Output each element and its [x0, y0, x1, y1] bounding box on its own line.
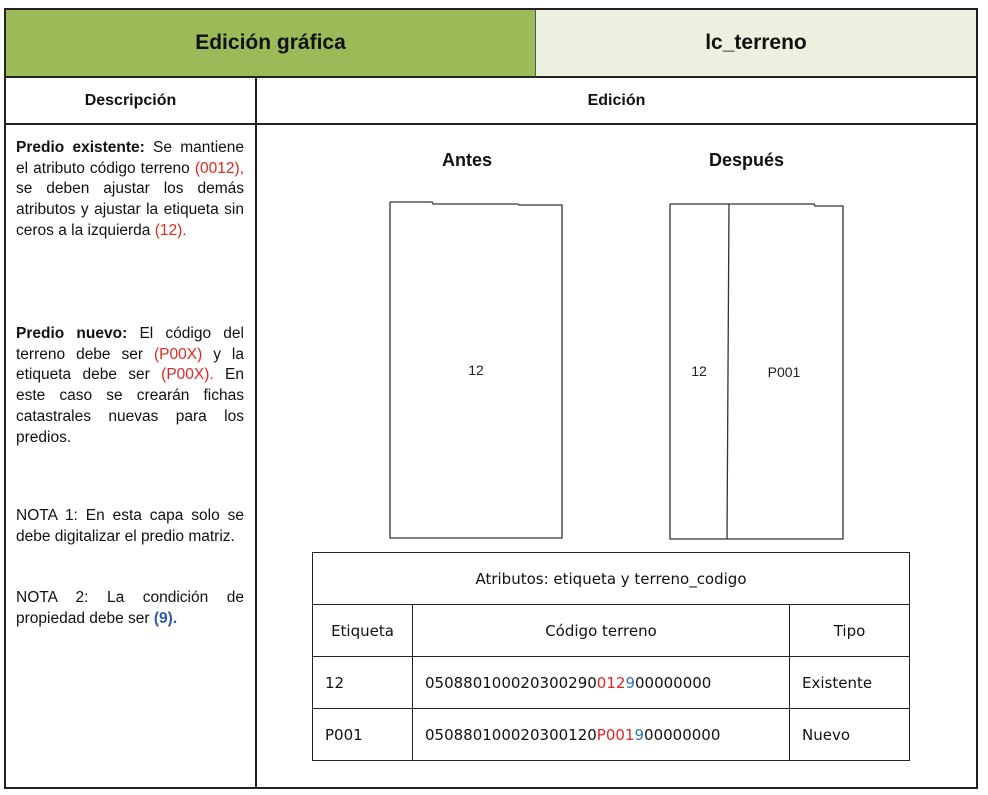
parcel-despues-right-label: P001	[767, 364, 801, 380]
cell-codigo-terreno: 050880100020300290012900000000	[413, 657, 790, 709]
parcel-division-line	[727, 204, 729, 539]
header-layer-name: lc_terreno	[536, 10, 976, 78]
header-tipo: Tipo	[790, 605, 910, 657]
column-header-descripcion: Descripción	[6, 78, 257, 125]
table-row	[313, 657, 910, 709]
table-row	[313, 709, 910, 761]
cell-tipo: Existente	[790, 657, 910, 709]
cell-etiqueta: 12	[313, 657, 413, 709]
cell-etiqueta: P001	[313, 709, 413, 761]
column-header-edicion: Edición	[257, 78, 976, 125]
label-despues: Después	[709, 150, 785, 170]
nota-2: NOTA 2: La condición de propiedad debe ser (9).	[16, 589, 244, 627]
nota-1: NOTA 1: En esta capa solo se debe digitalizar el predio matriz.	[16, 507, 244, 545]
label-antes: Antes	[442, 150, 493, 170]
header-edicion-grafica: Edición gráfica	[6, 10, 536, 78]
cell-tipo: Nuevo	[790, 709, 910, 761]
attributes-title: Atributos: etiqueta y terreno_codigo	[313, 553, 910, 605]
parcel-antes-label: 12	[468, 362, 484, 378]
attributes-table	[312, 552, 910, 761]
header-codigo-terreno: Código terreno	[413, 605, 790, 657]
parcel-despues-left-label: 12	[691, 363, 707, 379]
description-predio-existente: Predio existente: Se mantiene el atributo código terreno (0012), se deben ajustar los demás atributos y ajustar la etiqueta sin ceros a la izquierda (12).	[16, 139, 244, 239]
description-predio-nuevo: Predio nuevo: El código del terreno debe ser (P00X) y la etiqueta debe ser (P00X). En este caso se crearán fichas catastrales nuevas para los predios.	[16, 325, 245, 446]
cell-codigo-terreno: 050880100020300120P001900000000	[413, 709, 790, 761]
header-etiqueta: Etiqueta	[313, 605, 413, 657]
